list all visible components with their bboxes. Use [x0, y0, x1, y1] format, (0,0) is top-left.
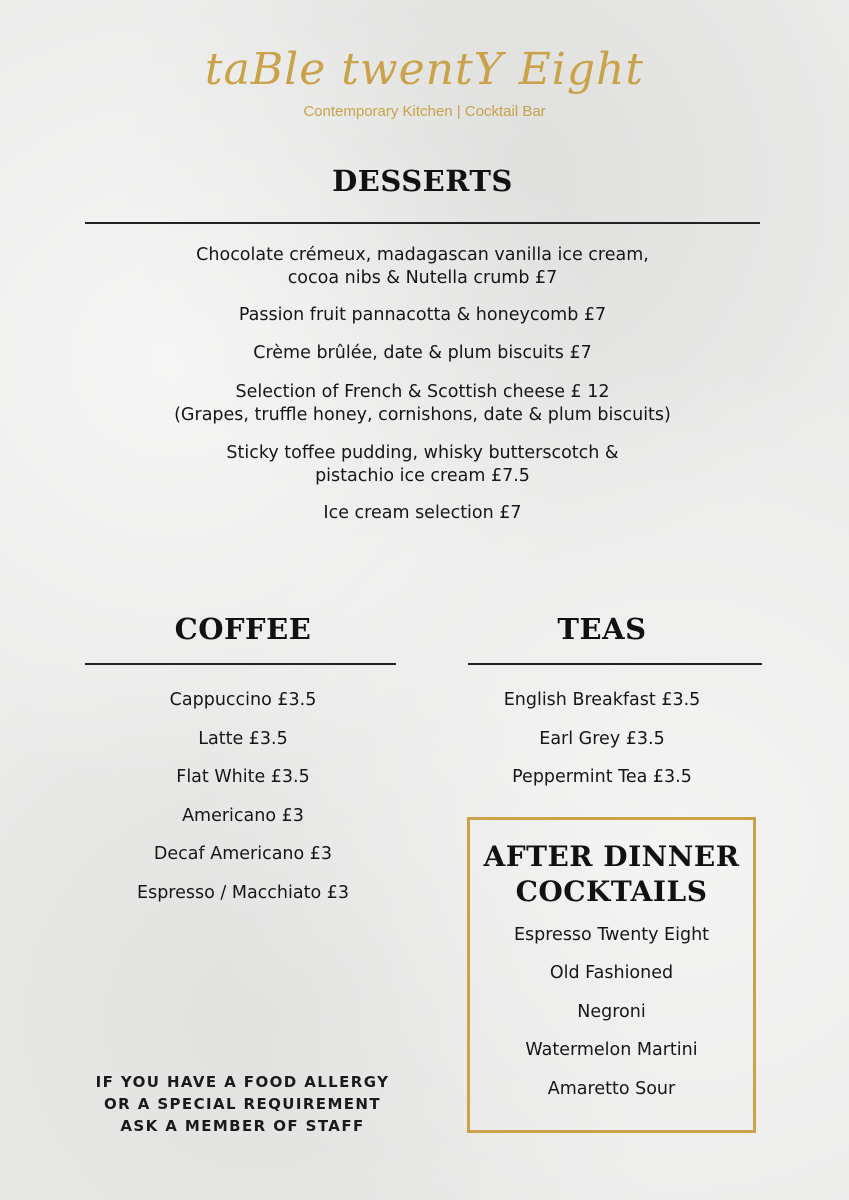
- brand-tagline: Contemporary Kitchen | Cocktail Bar: [303, 103, 546, 120]
- coffee-divider: [85, 663, 396, 665]
- dessert-item: Selection of French & Scottish cheese £ 12 (Grapes, truffle honey, cornishons, date & plum biscuits): [174, 382, 671, 425]
- tea-item: Peppermint Tea £3.5: [512, 767, 692, 787]
- tea-item: English Breakfast £3.5: [503, 690, 701, 710]
- dessert-item: Sticky toffee pudding, whisky butterscotch & pistachio ice cream £7.5: [226, 443, 619, 486]
- tea-item: Earl Grey £3.5: [539, 729, 665, 749]
- dessert-item: Chocolate crémeux, madagascan vanilla ice cream, cocoa nibs & Nutella crumb £7: [196, 245, 649, 288]
- coffee-item: Cappuccino £3.5: [169, 690, 317, 710]
- dessert-item: Passion fruit pannacotta & honeycomb £7: [238, 305, 607, 325]
- brand-logo: taBle twentY Eight: [204, 44, 645, 95]
- coffee-item: Americano £3: [182, 806, 304, 826]
- coffee-item: Decaf Americano £3: [153, 844, 333, 864]
- desserts-divider: [85, 222, 760, 224]
- cocktail-item: Amaretto Sour: [547, 1079, 676, 1099]
- teas-divider: [468, 663, 762, 665]
- cocktails-heading: AFTER DINNER COCKTAILS: [483, 840, 740, 908]
- desserts-heading: DESSERTS: [332, 164, 513, 198]
- allergy-notice: IF YOU HAVE A FOOD ALLERGY OR A SPECIAL REQUIREMENT ASK A MEMBER OF STAFF: [95, 1073, 390, 1135]
- dessert-item: Ice cream selection £7: [323, 503, 522, 523]
- coffee-item: Latte £3.5: [198, 729, 288, 749]
- cocktail-item: Watermelon Martini: [525, 1040, 698, 1060]
- cocktail-item: Old Fashioned: [549, 963, 674, 983]
- cocktail-item: Espresso Twenty Eight: [513, 925, 710, 945]
- teas-heading: TEAS: [557, 612, 647, 646]
- coffee-item: Flat White £3.5: [176, 767, 310, 787]
- coffee-item: Espresso / Macchiato £3: [137, 883, 349, 903]
- coffee-heading: COFFEE: [174, 612, 312, 646]
- dessert-item: Crème brûlée, date & plum biscuits £7: [253, 343, 592, 363]
- cocktail-item: Negroni: [577, 1002, 646, 1022]
